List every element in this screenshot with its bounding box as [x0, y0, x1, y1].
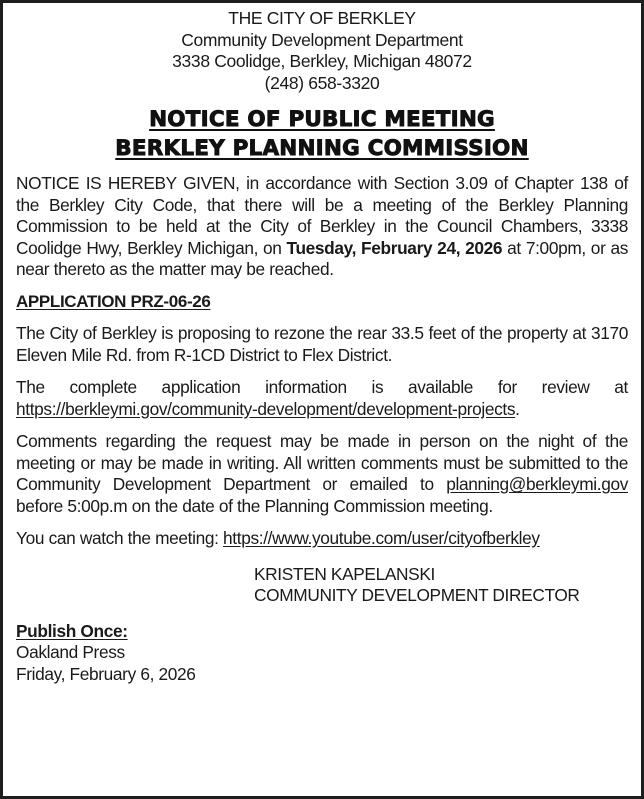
city-name: THE CITY OF BERKLEY	[228, 8, 416, 28]
watch-text: You can watch the meeting:	[16, 528, 219, 548]
application-info-end: .	[515, 398, 520, 419]
comments-paragraph	[16, 431, 628, 517]
watch-paragraph	[16, 528, 628, 550]
youtube-link[interactable]: https://www.youtube.com/user/cityofberkley	[223, 528, 540, 548]
publish-block	[16, 621, 628, 686]
department-address: 3338 Coolidge, Berkley, Michigan 48072	[172, 51, 472, 71]
notice-headline	[16, 105, 628, 163]
headline-line-1: NOTICE OF PUBLIC MEETING	[149, 107, 495, 132]
comments-deadline: before 5:00p.m on the date of the Planning Commission meeting.	[16, 495, 493, 516]
application-heading-text: APPLICATION PRZ-06-26	[16, 291, 211, 311]
headline-line-2: BERKLEY PLANNING COMMISSION	[115, 136, 529, 161]
signatory-title: COMMUNITY DEVELOPMENT DIRECTOR	[254, 585, 580, 605]
application-info-link[interactable]: https://berkleymi.gov/community-development/development-projects	[16, 398, 516, 419]
publish-date: Friday, February 6, 2026	[16, 663, 196, 684]
application-heading	[16, 291, 628, 313]
signatory-name: KRISTEN KAPELANSKI	[254, 563, 435, 584]
application-info-paragraph	[16, 377, 628, 420]
public-notice	[16, 8, 628, 685]
department-phone: (248) 658-3320	[264, 72, 380, 93]
publish-paper: Oakland Press	[16, 642, 125, 662]
letterhead	[16, 8, 628, 94]
comments-text: Comments regarding the request may be made in person on the night of the meeting or may be made in writing. All written comments must be submitted to the Community Development Department or emailed to	[16, 431, 628, 494]
publish-heading: Publish Once:	[16, 620, 128, 641]
meeting-time: at 7:00pm, or as near thereto as the matter may be reached.	[16, 237, 629, 279]
department-name: Community Development Department	[181, 29, 463, 50]
planning-email-link[interactable]: planning@berkleymi.gov	[446, 474, 629, 494]
application-info-text: The complete application information is available for review at	[16, 377, 628, 397]
notice-paragraph	[16, 173, 628, 281]
notice-intro: NOTICE IS HEREBY GIVEN, in accordance with Section 3.09 of Chapter 138 of the Berkley City Code, that there will be a meeting of the Berkley Planning Commission to be held at the City of Berkley in the Council Chambers, 3338 Coolidge Hwy, Berkley Michigan, on	[16, 173, 628, 258]
meeting-date: Tuesday, February 24, 2026	[286, 237, 503, 258]
application-description: The City of Berkley is proposing to rezone the rear 33.5 feet of the property at 3170 Eleven Mile Rd. from R-1CD District to Flex District.	[16, 323, 628, 365]
signature-block	[254, 564, 628, 607]
